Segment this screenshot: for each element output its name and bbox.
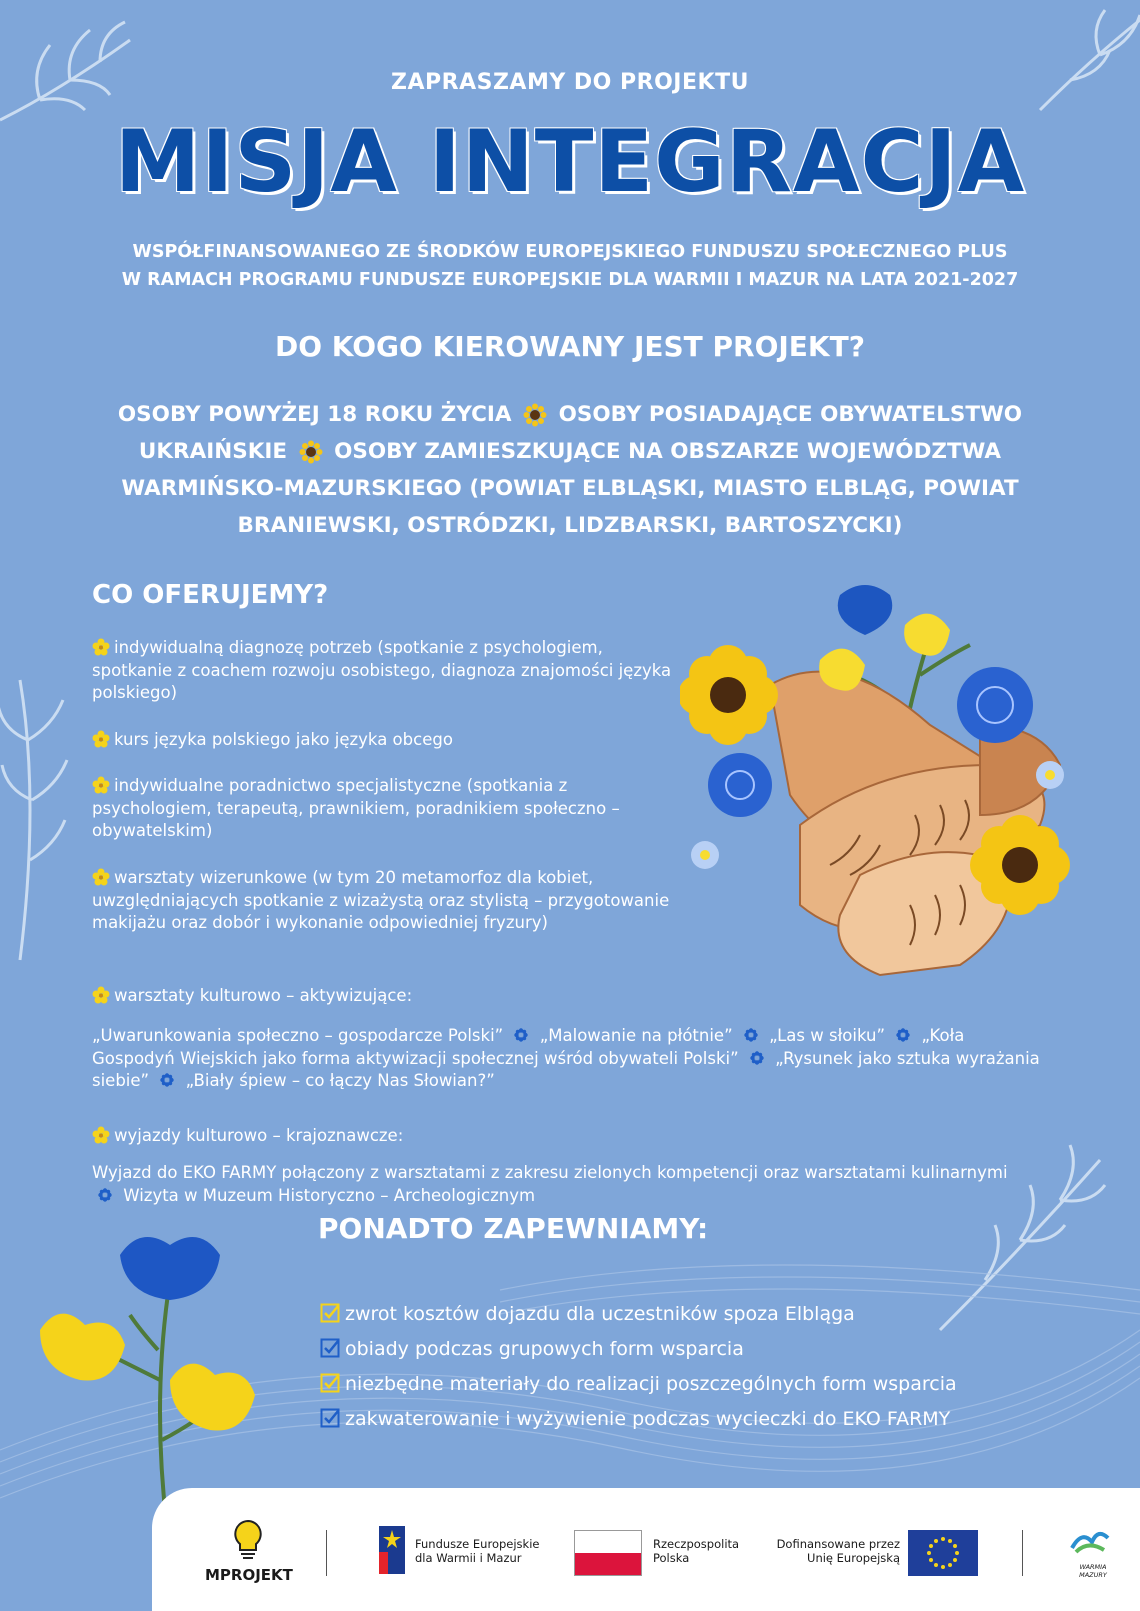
target-group-heading: DO KOGO KIEROWANY JEST PROJEKT? (275, 330, 865, 363)
workshop-list: „Uwarunkowania społeczno – gospodarcze Polski” „Malowanie na płótnie” „Las w słoiku” „Koła Gospodyń Wiejskich jako forma aktywizacji społecznej wśród obywateli Polski” „Rysunek jako sztuka wyrażania siebie” „Biały śpiew – co łączy Nas Słowian?” (92, 1026, 1040, 1090)
flower-bullet-icon (92, 986, 110, 1004)
checkbox-icon (320, 1408, 340, 1428)
offer-item: warsztaty wizerunkowe (w tym 20 metamorfoz dla kobiet, uwzględniających spotkanie z wizażystą oraz stylistą – przygotowanie makijażu oraz dobór i wykonanie odpowiedniej fryzury) (92, 868, 670, 932)
blue-flower-icon (98, 1188, 112, 1202)
rp-logo-line-2: Polska (653, 1551, 690, 1565)
checkbox-icon (320, 1303, 340, 1323)
offer-heading: CO OFERUJEMY? (92, 580, 329, 610)
target-citizenship: OSOBY POSIADAJĄCE OBYWATELSTWO UKRAIŃSKIE (138, 402, 1023, 464)
cofinancing-line-2: W RAMACH PROGRAMU FUNDUSZE EUROPEJSKIE DLA WARMII I MAZUR NA LATA 2021-2027 (121, 270, 1019, 290)
offer-item: wyjazdy kulturowo – krajoznawcze: (92, 1125, 682, 1148)
blue-flower-icon (514, 1028, 528, 1042)
offer-item: indywidualne poradnictwo specjalistyczne (spotkania z psychologiem, terapeutą, prawnikiem, poradnikiem społeczno – obywatelskim) (92, 776, 620, 840)
offer-item: kurs języka polskiego jako języka obcego (92, 729, 682, 752)
target-residence: OSOBY ZAMIESZKUJĄCE NA OBSZARZE WOJEWÓDZTWA WARMIŃSKO-MAZURSKIEGO (POWIAT ELBLĄSKI, MIASTO ELBLĄG, POWIAT BRANIEWSKI, OSTRÓDZKI, LIDZBARSKI, BARTOSZYCKI) (121, 439, 1019, 538)
sunflower-icon (299, 440, 323, 464)
logo-divider (1022, 1530, 1023, 1576)
offer-item: indywidualną diagnozę potrzeb (spotkanie z psychologiem, spotkanie z coachem rozwoju osobistego, diagnoza znajomości języka polskiego) (92, 638, 672, 702)
warmia-mazury-logo-text: WARMIA MAZURY (1079, 1563, 1107, 1579)
checkbox-icon (320, 1373, 340, 1393)
extra-item: zakwaterowanie i wyżywienie podczas wycieczki do EKO FARMY (320, 1407, 950, 1431)
flower-bullet-icon (92, 1126, 110, 1144)
flower-bullet-icon (92, 776, 110, 794)
blue-flower-icon (896, 1028, 910, 1042)
fe-star-icon (375, 1522, 409, 1578)
flower-bullet-icon (92, 868, 110, 886)
intro-text: ZAPRASZAMY DO PROJEKTU (391, 70, 749, 95)
eu-logo-line-2: Unię Europejską (807, 1551, 900, 1565)
warmia-mazury-logo-icon (1068, 1524, 1112, 1558)
hands-flowers-illustration (680, 575, 1120, 1005)
checkbox-icon (320, 1338, 340, 1358)
offer-item: warsztaty kulturowo – aktywizujące: (92, 985, 682, 1008)
target-group-list (95, 396, 1045, 544)
page-title: MISJA INTEGRACJA (114, 112, 1026, 212)
blue-flower-icon (750, 1051, 764, 1065)
extra-item: zwrot kosztów dojazdu dla uczestników spoza Elbląga (320, 1302, 855, 1326)
cofinancing-line-1: WSPÓŁFINANSOWANEGO ZE ŚRODKÓW EUROPEJSKIEGO FUNDUSZU SPOŁECZNEGO PLUS (132, 242, 1008, 262)
eu-logo-line-1: Dofinansowane przez (776, 1537, 900, 1551)
polish-flag-icon (574, 1530, 642, 1576)
blue-flower-icon (160, 1073, 174, 1087)
rp-logo-line-1: Rzeczpospolita (653, 1537, 740, 1551)
logo-divider (326, 1530, 327, 1576)
lightbulb-icon (228, 1518, 268, 1560)
mprojekt-logo: MPROJEKT (205, 1566, 293, 1584)
footer-logos (152, 1488, 1140, 1611)
sunflower-icon (523, 403, 547, 427)
fe-logo-line-1: Fundusze Europejskie (415, 1537, 540, 1551)
eu-flag-icon (908, 1530, 978, 1576)
extra-item: obiady podczas grupowych form wsparcia (320, 1337, 744, 1361)
blue-flower-icon (744, 1028, 758, 1042)
extra-heading: PONADTO ZAPEWNIAMY: (318, 1212, 709, 1245)
flower-bullet-icon (92, 638, 110, 656)
flower-bullet-icon (92, 730, 110, 748)
trip-list: Wyjazd do EKO FARMY połączony z warsztatami z zakresu zielonych kompetencji oraz warsztatami kulinarnymi Wizyta w Muzeum Historyczno – Archeologicznym (92, 1163, 1008, 1205)
target-age: OSOBY POWYŻEJ 18 ROKU ŻYCIA (117, 402, 512, 427)
extra-item: niezbędne materiały do realizacji poszczególnych form wsparcia (320, 1372, 957, 1396)
fe-logo-line-2: dla Warmii i Mazur (415, 1551, 522, 1565)
